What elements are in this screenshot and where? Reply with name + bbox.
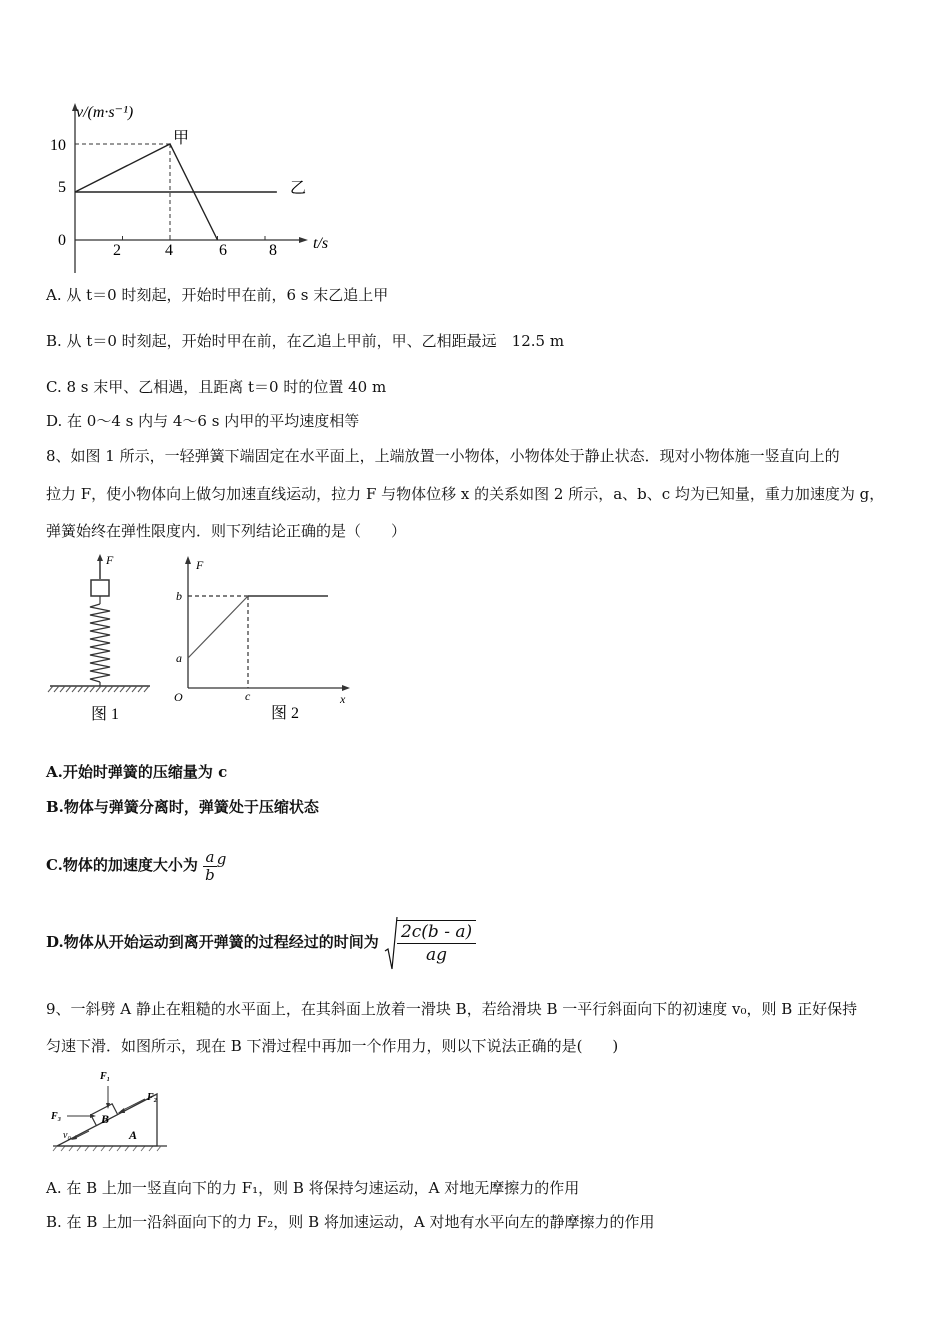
q8-stem-line-1: 8、如图 1 所示，一轻弹簧下端固定在水平面上，上端放置一小物体，小物体处于静止状态．现对小物体施一竖直向上的	[46, 447, 840, 465]
fig-f1-label: F₁	[100, 1071, 111, 1082]
f2-arrow-head-icon	[118, 1108, 125, 1113]
vt-y-tick-10: 10	[50, 137, 66, 154]
f2-arrow-shaft	[121, 1099, 145, 1111]
fig-f2-label: F₂	[147, 1092, 158, 1103]
q8-option-c	[46, 838, 227, 884]
force-arrow-head-icon	[97, 554, 103, 561]
q9-stem-line-1: 9、一斜劈 A 静止在粗糙的水平面上，在其斜面上放着一滑块 B，若给滑块 B 一平行斜面向下的初速度 v₀，则 B 正好保持	[46, 1000, 858, 1018]
q8-option-c-denominator: b	[205, 865, 215, 884]
q7-option-c: C. 8 s 末甲、乙相遇，且距离 t＝0 时的位置 40 m	[46, 378, 387, 396]
vt-x-axis-label: t/s	[313, 235, 329, 252]
spring	[90, 604, 110, 682]
fig2-x-label: x	[340, 692, 346, 706]
vt-graph	[40, 95, 360, 275]
fig2-x-arrow-icon	[342, 685, 350, 691]
q8-option-d	[46, 914, 476, 970]
q9-option-b: B. 在 B 上加一沿斜面向下的力 F₂，则 B 将加速运动，A 对地有水平向左的静摩擦力的作用	[46, 1213, 655, 1231]
vt-x-tick-8: 8	[269, 242, 277, 259]
q7-option-a: A. 从 t＝0 时刻起，开始时甲在前，6 s 末乙追上甲	[46, 286, 389, 304]
fig-b-label: B	[101, 1112, 110, 1126]
q8-option-c-fraction	[203, 849, 217, 884]
vt-x-tick-2: 2	[113, 242, 121, 259]
fig2-caption: 图 2	[270, 705, 300, 722]
q8-figure-1	[45, 552, 155, 727]
q8-stem-line-3: 弹簧始终在弹性限度内．则下列结论正确的是（ ）	[46, 522, 407, 540]
fig1-caption: 图 1	[90, 706, 120, 723]
fig2-y-label: F	[196, 558, 204, 572]
fig2-a-label: a	[176, 651, 182, 665]
vt-series-yi-label: 乙	[290, 180, 307, 197]
q8-option-d-denominator: ag	[397, 943, 476, 966]
fig2-origin: O	[174, 690, 183, 704]
q9-incline-figure	[45, 1066, 170, 1156]
fig2-y-arrow-icon	[185, 556, 191, 564]
q7-option-d: D. 在 0～4 s 内与 4～6 s 内甲的平均速度相等	[46, 412, 360, 430]
q8-option-c-numerator: a	[205, 847, 215, 866]
vt-y-tick-0: 0	[58, 232, 66, 249]
block	[91, 580, 109, 596]
sqrt-radical-icon	[384, 915, 398, 971]
fig-v0-label: v₀	[63, 1130, 71, 1141]
vt-x-arrow-icon	[299, 237, 308, 243]
q7-option-b: B. 从 t＝0 时刻起，开始时甲在前，在乙追上甲前，甲、乙相距最远 12.5 m	[46, 332, 565, 350]
ground-hatch	[53, 1146, 161, 1151]
vt-series-jia-label: 甲	[173, 130, 190, 147]
fig1-force-label: F	[106, 553, 114, 567]
fig2-b-label: b	[176, 589, 182, 603]
fig-f3-label: F₃	[51, 1111, 62, 1122]
q8-option-d-fraction	[397, 920, 476, 966]
q9-option-a: A. 在 B 上加一竖直向下的力 F₁，则 B 将保持匀速运动，A 对地无摩擦力的作用	[46, 1179, 580, 1197]
vt-x-tick-6: 6	[219, 242, 227, 259]
q8-option-c-prefix: C.物体的加速度大小为	[46, 856, 198, 874]
ground-hatch	[48, 686, 149, 692]
v0-arrow-head-icon	[71, 1135, 77, 1140]
vt-y-tick-5: 5	[58, 179, 66, 196]
fig2-c-label: c	[245, 689, 251, 703]
vt-y-axis-label: v/(m·s⁻¹)	[76, 104, 134, 121]
q8-stem-line-2: 拉力 F，使小物体向上做匀加速直线运动，拉力 F 与物体位移 x 的关系如图 2 所示，a、b、c 均为已知量，重力加速度为 g，	[46, 485, 885, 503]
q8-option-a: A.开始时弹簧的压缩量为 c	[46, 763, 228, 781]
q9-stem-line-2: 匀速下滑．如图所示，现在 B 下滑过程中再加一个作用力，则以下说法正确的是( )	[46, 1037, 619, 1055]
q8-option-c-suffix: g	[216, 850, 227, 868]
q8-option-d-numerator: 2c(b - a)	[400, 922, 473, 942]
q8-figure-2	[170, 555, 360, 727]
q8-option-b: B.物体与弹簧分离时，弹簧处于压缩状态	[46, 798, 319, 816]
vt-x-tick-4: 4	[165, 242, 173, 259]
q8-option-d-prefix: D.物体从开始运动到离开弹簧的过程经过的时间为	[46, 933, 379, 951]
fig2-rising-line	[188, 596, 248, 658]
fig-a-label: A	[129, 1128, 138, 1142]
